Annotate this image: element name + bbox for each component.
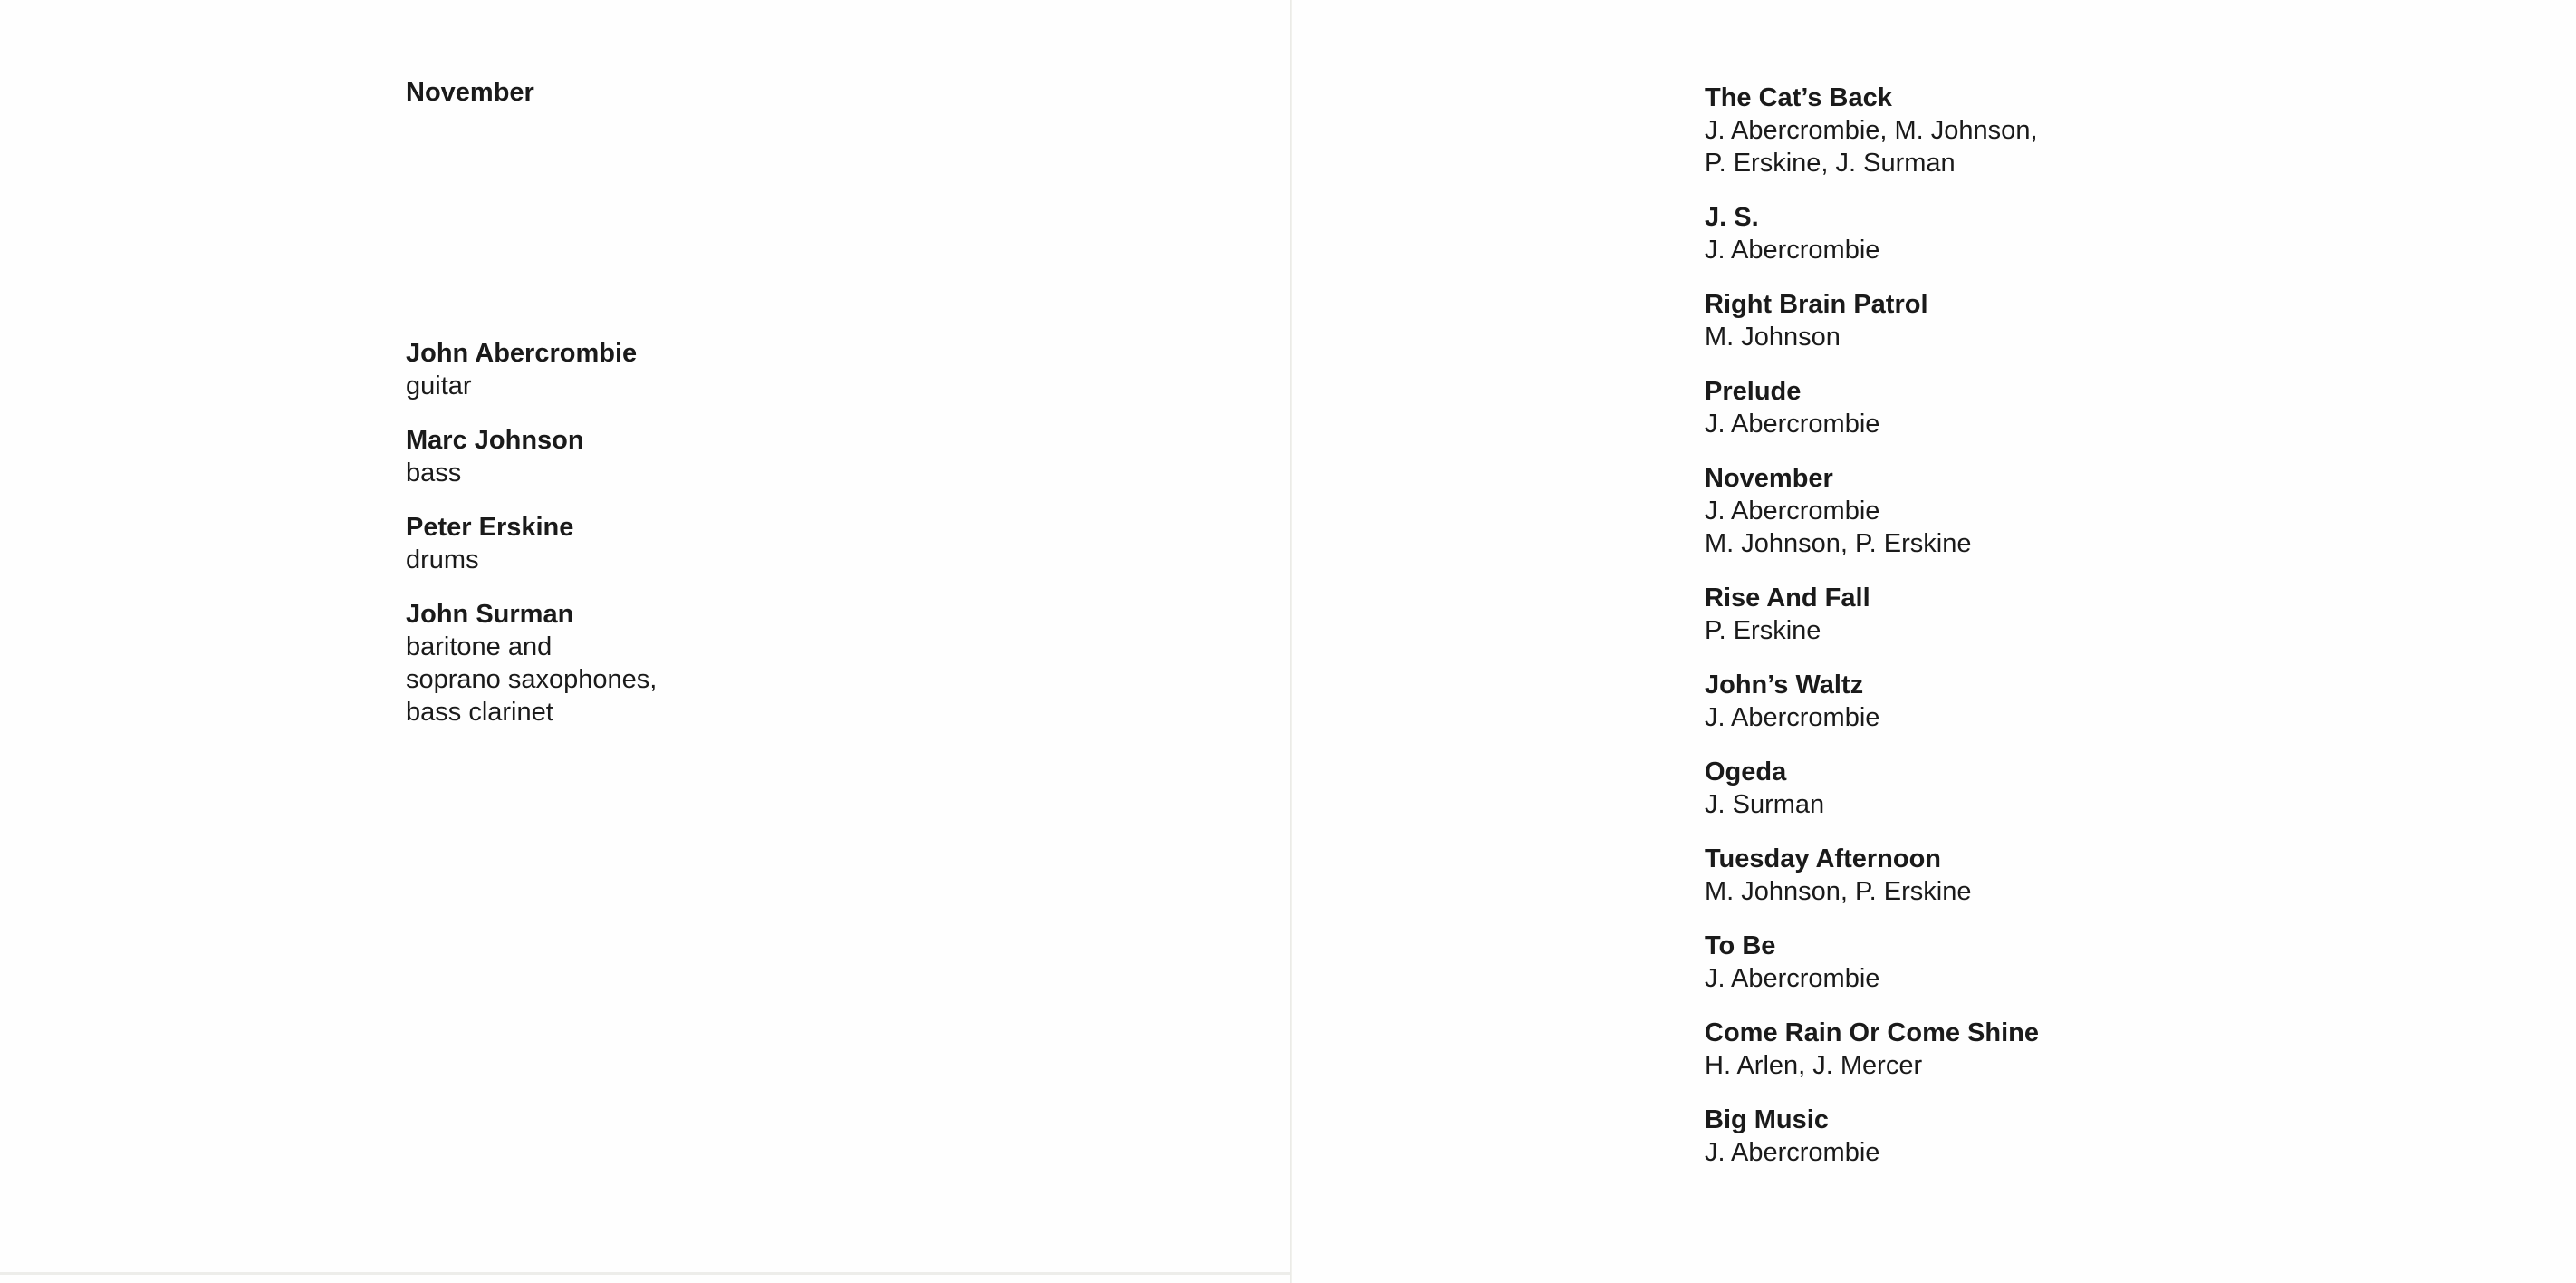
track-composer: H. Arlen, J. Mercer (1705, 1051, 1923, 1080)
track-title: To Be (1705, 931, 1776, 960)
track-entry (1705, 288, 2429, 353)
track-title: J. S. (1705, 203, 1759, 232)
musician-name: Peter Erskine (406, 513, 574, 542)
track-entry (1705, 756, 2429, 821)
track-title: November (1705, 464, 1833, 493)
track-composer: J. Abercrombie (1705, 703, 1880, 732)
track-title: Prelude (1705, 377, 1802, 406)
track-entry (1705, 1017, 2429, 1082)
track-composer: M. Johnson, P. Erskine (1705, 877, 1972, 906)
musician-name: John Abercrombie (406, 339, 638, 368)
track-composer: J. Surman (1705, 790, 1825, 819)
track-title: Ogeda (1705, 757, 1787, 786)
track-entry (1705, 582, 2429, 647)
track-composer: J. Abercrombie (1705, 964, 1880, 993)
track-title: Big Music (1705, 1105, 1829, 1134)
musician-entry (406, 424, 1040, 489)
track-title: Right Brain Patrol (1705, 290, 1928, 319)
musician-entry (406, 511, 1040, 576)
page-edge-left (0, 1272, 1290, 1275)
track-entry (1705, 930, 2429, 995)
track-title: The Cat’s Back (1705, 83, 1892, 112)
track-entry (1705, 201, 2429, 266)
track-composer: J. Abercrombie, M. Johnson, P. Erskine, J. Surman (1705, 116, 2038, 178)
track-list (1705, 82, 2429, 1191)
track-composer: J. Abercrombie M. Johnson, P. Erskine (1705, 497, 1972, 558)
track-composer: J. Abercrombie (1705, 410, 1880, 439)
track-title: Rise And Fall (1705, 584, 1870, 613)
track-composer: J. Abercrombie (1705, 236, 1880, 265)
track-entry (1705, 462, 2429, 560)
track-entry (1705, 843, 2429, 908)
track-composer: J. Abercrombie (1705, 1138, 1880, 1167)
musician-name: John Surman (406, 600, 574, 629)
track-title: John’s Waltz (1705, 670, 1864, 699)
personnel-list (406, 337, 1040, 750)
track-entry (1705, 82, 2429, 179)
track-entry (1705, 1104, 2429, 1169)
track-title: Come Rain Or Come Shine (1705, 1018, 2040, 1047)
musician-entry (406, 598, 1040, 728)
musician-name: Marc Johnson (406, 426, 584, 455)
musician-instrument: drums (406, 545, 479, 574)
musician-instrument: guitar (406, 371, 472, 400)
musician-instrument: bass (406, 458, 462, 487)
track-composer: P. Erskine (1705, 616, 1821, 645)
musician-entry (406, 337, 1040, 402)
track-entry (1705, 669, 2429, 734)
track-composer: M. Johnson (1705, 323, 1841, 352)
track-title: Tuesday Afternoon (1705, 844, 1942, 873)
track-entry (1705, 375, 2429, 440)
musician-instrument: baritone and soprano saxophones, bass clarinet (406, 632, 658, 727)
album-title: November (406, 78, 534, 107)
